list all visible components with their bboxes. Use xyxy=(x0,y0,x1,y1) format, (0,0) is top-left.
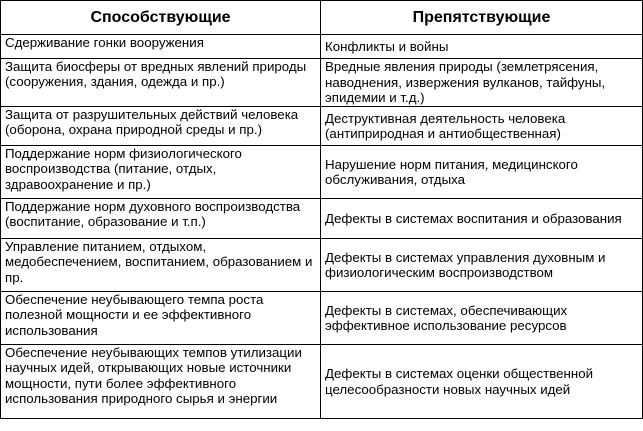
hindering-cell: Дефекты в системах оценки общественной целесообразности новых научных идей xyxy=(321,345,643,419)
promoting-cell: Защита биосферы от вредных явлений природы (сооружения, здания, одежда и пр.) xyxy=(1,59,321,107)
hindering-cell: Деструктивная деятельность человека (антиприродная и антиобщественная) xyxy=(321,107,643,146)
promoting-cell: Защита от разрушительных действий человека (оборона, охрана природной среды и пр.) xyxy=(1,107,321,146)
table-row xyxy=(1,239,643,292)
hindering-cell: Нарушение норм питания, медицинского обслуживания, отдыха xyxy=(321,146,643,199)
table-body xyxy=(1,35,643,419)
promoting-cell: Поддержание норм физиологического воспроизводства (питание, отдых, здравоохранение и пр.) xyxy=(1,146,321,199)
hindering-cell: Дефекты в системах, обеспечивающих эффективное использование ресурсов xyxy=(321,292,643,345)
header-hindering: Препятствующие xyxy=(321,1,643,35)
promoting-cell: Обеспечение неубывающего темпа роста полезной мощности и ее эффективного использования xyxy=(1,292,321,345)
promoting-cell: Обеспечение неубывающих темпов утилизации научных идей, открывающих новые источники мощности, пути более эффективного использования природного сырья и энергии xyxy=(1,345,321,419)
table-row xyxy=(1,146,643,199)
table-row xyxy=(1,35,643,59)
hindering-cell: Конфликты и войны xyxy=(321,35,643,59)
table-row xyxy=(1,199,643,239)
header-promoting: Способствующие xyxy=(1,1,321,35)
promoting-cell: Поддержание норм духовного воспроизводства (воспитание, образование и т.п.) xyxy=(1,199,321,239)
hindering-cell: Вредные явления природы (землетрясения, наводнения, извержения вулканов, тайфуны, эпидемии и т.д.) xyxy=(321,59,643,107)
table-row xyxy=(1,107,643,146)
hindering-cell: Дефекты в системах воспитания и образования xyxy=(321,199,643,239)
table-row xyxy=(1,292,643,345)
hindering-cell: Дефекты в системах управления духовным и физиологическим воспроизводством xyxy=(321,239,643,292)
table-row xyxy=(1,59,643,107)
table-row xyxy=(1,345,643,419)
promoting-cell: Сдерживание гонки вооружения xyxy=(1,35,321,59)
promoting-cell: Управление питанием, отдыхом, медобеспечением, воспитанием, образованием и пр. xyxy=(1,239,321,292)
header-row xyxy=(1,1,643,35)
table-header xyxy=(1,1,643,35)
